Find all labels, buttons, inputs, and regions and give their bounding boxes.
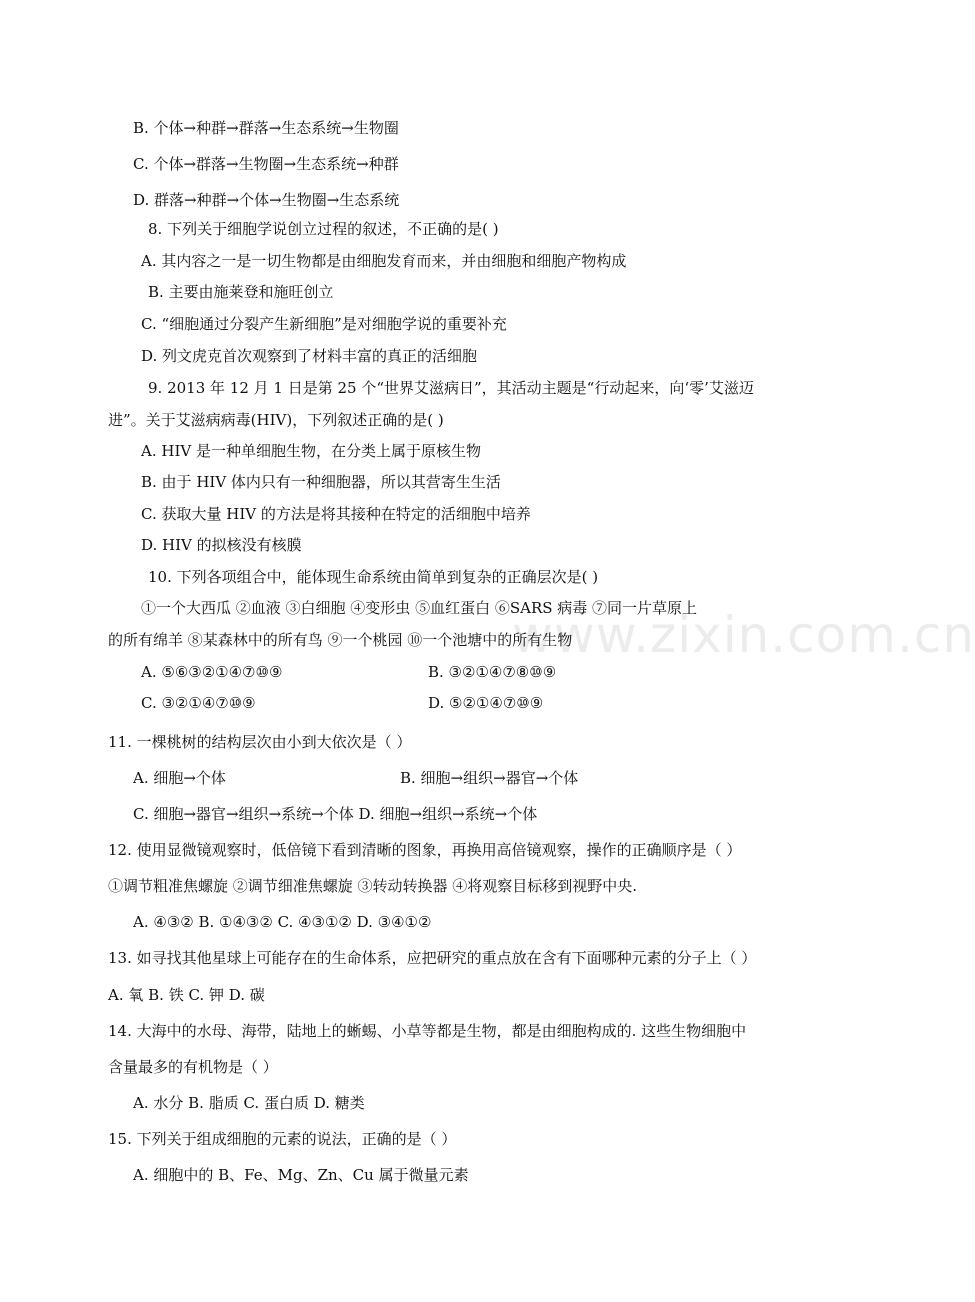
q7-option-c: C. 个体→群落→生物圈→生态系统→种群 — [133, 155, 399, 173]
q9-option-d: D. HIV 的拟核没有核膜 — [141, 536, 302, 554]
q7-option-d: D. 群落→种群→个体→生物圈→生态系统 — [133, 191, 400, 209]
q14-stem-line1: 14. 大海中的水母、海带，陆地上的蜥蜴、小草等都是生物，都是由细胞构成的. 这些生物细胞中 — [108, 1022, 747, 1040]
q13-stem: 13. 如寻找其他星球上可能存在的生命体系，应把研究的重点放在含有下面哪种元素的分子上（ ） — [108, 949, 757, 967]
q14-stem-line2: 含量最多的有机物是（ ） — [108, 1058, 278, 1076]
q11-stem: 11. 一棵桃树的结构层次由小到大依次是（ ） — [108, 733, 412, 751]
q9-stem-line2: 进”。关于艾滋病病毒(HIV)，下列叙述正确的是( ) — [108, 411, 444, 429]
watermark: www.zixin.com.cn — [512, 606, 975, 664]
q11-options-cd: C. 细胞→器官→组织→系统→个体 D. 细胞→组织→系统→个体 — [133, 805, 538, 823]
q14-options: A. 水分 B. 脂质 C. 蛋白质 D. 糖类 — [133, 1094, 365, 1112]
q10-stem: 10. 下列各项组合中，能体现生命系统由简单到复杂的正确层次是( ) — [148, 568, 599, 586]
q9-option-c: C. 获取大量 HIV 的方法是将其接种在特定的活细胞中培养 — [141, 505, 531, 523]
q8-stem: 8. 下列关于细胞学说创立过程的叙述，不正确的是( ) — [148, 220, 499, 238]
q9-option-a: A. HIV 是一种单细胞生物，在分类上属于原核生物 — [141, 442, 481, 460]
q8-option-c: C. “细胞通过分裂产生新细胞”是对细胞学说的重要补充 — [141, 315, 507, 333]
q11-option-b: B. 细胞→组织→器官→个体 — [400, 769, 579, 787]
q15-stem: 15. 下列关于组成细胞的元素的说法，正确的是（ ） — [108, 1130, 457, 1148]
q12-steps: ①调节粗准焦螺旋 ②调节细准焦螺旋 ③转动转换器 ④将观察目标移到视野中央. — [108, 877, 638, 895]
q8-option-b: B. 主要由施莱登和施旺创立 — [148, 283, 334, 301]
q10-items-line1: ①一个大西瓜 ②血液 ③白细胞 ④变形虫 ⑤血红蛋白 ⑥SARS 病毒 ⑦同一片草原上 — [141, 599, 698, 617]
q10-option-d: D. ⑤②①④⑦⑩⑨ — [428, 694, 544, 712]
q10-items-line2: 的所有绵羊 ⑧某森林中的所有鸟 ⑨一个桃园 ⑩一个池塘中的所有生物 — [108, 631, 573, 649]
q7-option-b: B. 个体→种群→群落→生态系统→生物圈 — [133, 119, 399, 137]
q9-option-b: B. 由于 HIV 体内只有一种细胞器，所以其营寄生生活 — [141, 473, 501, 491]
q8-option-d: D. 列文虎克首次观察到了材料丰富的真正的活细胞 — [141, 347, 478, 365]
q10-option-c: C. ③②①④⑦⑩⑨ — [141, 694, 256, 712]
q13-options: A. 氧 B. 铁 C. 钾 D. 碳 — [108, 986, 265, 1004]
q10-option-a: A. ⑤⑥③②①④⑦⑩⑨ — [141, 663, 283, 681]
q12-options: A. ④③② B. ①④③② C. ④③①② D. ③④①② — [133, 913, 432, 931]
q10-option-b: B. ③②①④⑦⑧⑩⑨ — [428, 663, 557, 681]
q11-option-a: A. 细胞→个体 — [133, 769, 226, 787]
q15-option-a: A. 细胞中的 B、Fe、Mg、Zn、Cu 属于微量元素 — [133, 1166, 469, 1184]
q12-stem: 12. 使用显微镜观察时，低倍镜下看到清晰的图象，再换用高倍镜观察，操作的正确顺序是（ ） — [108, 841, 742, 859]
q9-stem-line1: 9. 2013 年 12 月 1 日是第 25 个“世界艾滋病日”，其活动主题是“行动起来，向‘零’艾滋迈 — [148, 379, 754, 397]
q8-option-a: A. 其内容之一是一切生物都是由细胞发育而来，并由细胞和细胞产物构成 — [141, 252, 627, 270]
